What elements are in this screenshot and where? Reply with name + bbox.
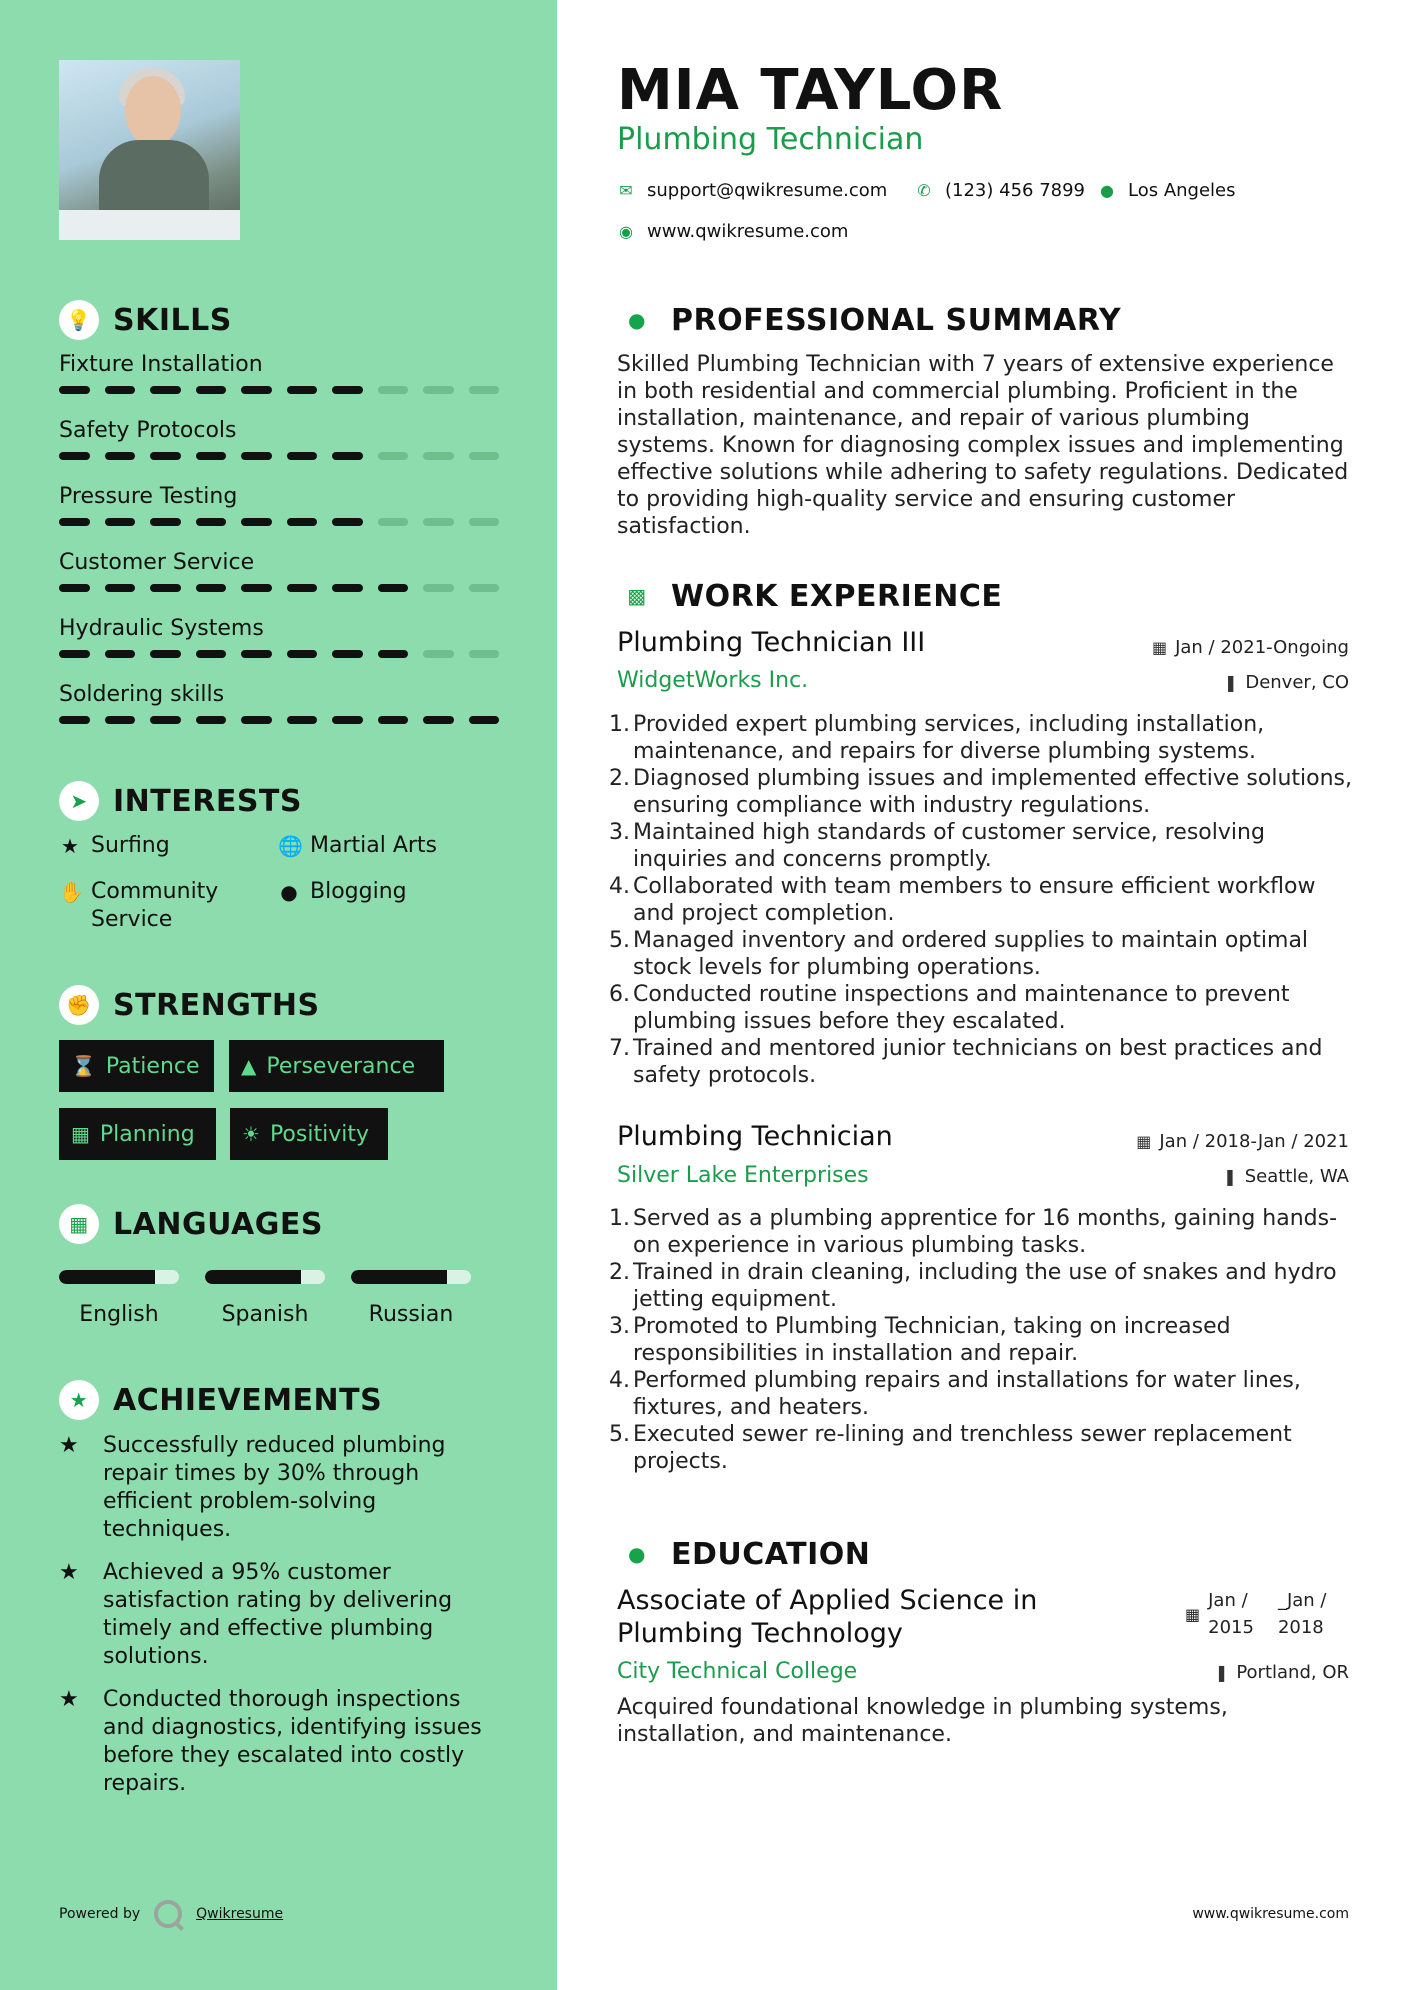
summary-text: Skilled Plumbing Technician with 7 years of extensive experience in both residential and commercial plumbing. Proficient in the installation, maintenance, and repair of various plumbing systems. Known for diagnosing complex issues and implementing effective solutions while adhering to safety regulations. Dedicated to providing high-quality service and ensuring customer satisfaction. <box>617 352 1349 539</box>
language-item: Spanish <box>205 1270 325 1327</box>
skill-item <box>59 616 499 658</box>
skill-dash <box>378 650 409 658</box>
duty-item: 2. Trained in drain cleaning, including the use of snakes and hydro jetting equipment. <box>609 1260 1337 1312</box>
skill-dash <box>332 452 363 460</box>
duty-item: 5. Managed inventory and ordered supplies to maintain optimal stock levels for plumbing operations. <box>609 928 1309 980</box>
website-link[interactable]: www.qwikresume.com <box>647 221 849 242</box>
language-item: English <box>59 1270 179 1327</box>
duty-item: 1. Served as a plumbing apprentice for 16 months, gaining hands-on experience in various plumbing tasks. <box>609 1206 1338 1258</box>
skill-dash <box>469 584 500 592</box>
users-icon: ● <box>280 880 298 904</box>
road-icon: ▲ <box>241 1054 257 1078</box>
skill-dash <box>469 716 500 724</box>
job-dates: ▦ Jan / 2018-Jan / 2021 <box>1136 1131 1349 1152</box>
language-level-bar <box>59 1270 179 1284</box>
skill-name: Soldering skills <box>59 682 225 707</box>
skill-dash <box>332 518 363 526</box>
shooting-star-icon: ★ <box>59 1433 79 1458</box>
skill-item <box>59 484 499 526</box>
job-duties <box>609 1205 1357 1475</box>
languages-heading: ▦ LANGUAGES <box>59 1204 323 1244</box>
candidate-title: Plumbing Technician <box>617 122 924 157</box>
job-location: ❚ Denver, CO <box>1223 672 1349 693</box>
paper-plane-icon: ➤ <box>59 781 99 821</box>
skill-dash <box>196 716 227 724</box>
skill-dash <box>423 584 454 592</box>
skill-dash <box>241 584 272 592</box>
duty-item: 3. Maintained high standards of customer service, resolving inquiries and concerns promptly. <box>609 820 1265 872</box>
lightbulb-icon: 💡 <box>59 300 99 340</box>
skill-level-bar <box>59 650 499 658</box>
skill-dash <box>469 452 500 460</box>
skill-dash <box>332 584 363 592</box>
interest-item: ✋ Community Service <box>59 879 219 932</box>
language-level-bar <box>351 1270 471 1284</box>
strength-chip: ☀ Positivity <box>230 1108 388 1160</box>
skill-item <box>59 418 499 460</box>
skill-dash <box>196 584 227 592</box>
skill-dash <box>196 386 227 394</box>
shooting-star-icon: ★ <box>59 1560 79 1585</box>
achievement-item: ★ Successfully reduced plumbing repair times by 30% through efficient problem-solving techniques. <box>59 1433 446 1542</box>
skill-dash <box>105 584 136 592</box>
candidate-name: MIA TAYLOR <box>617 58 1004 123</box>
skill-dash <box>150 584 181 592</box>
globe-icon: ◉ <box>619 222 633 241</box>
job-company: Silver Lake Enterprises <box>617 1163 869 1188</box>
qwikresume-logo-icon <box>154 1900 182 1928</box>
skill-dash <box>423 452 454 460</box>
skill-dash <box>287 650 318 658</box>
envelope-icon: ✉ <box>619 181 633 200</box>
user-icon: ● <box>617 300 657 340</box>
skill-dash <box>378 518 409 526</box>
skill-dash <box>150 386 181 394</box>
skill-dash <box>150 716 181 724</box>
skill-name: Hydraulic Systems <box>59 616 264 641</box>
skill-dash <box>150 518 181 526</box>
duty-item: 4. Collaborated with team members to ensure efficient workflow and project completion. <box>609 874 1316 926</box>
skill-dash <box>287 518 318 526</box>
skill-dash <box>378 452 409 460</box>
skill-item <box>59 550 499 592</box>
skill-dash <box>378 584 409 592</box>
pin-icon: ❚ <box>1223 1167 1237 1186</box>
skill-dash <box>469 386 500 394</box>
chair-icon: ▩ <box>617 576 657 616</box>
job-title: Plumbing Technician III <box>617 627 926 658</box>
qwikresume-link[interactable]: Qwikresume <box>196 1906 284 1922</box>
calendar-icon: ▦ <box>1136 1132 1152 1151</box>
sun-icon: ☀ <box>242 1122 260 1146</box>
skill-dash <box>105 386 136 394</box>
graduate-icon: ● <box>617 1534 657 1574</box>
contact-phone: ✆ (123) 456 7899 <box>915 180 1085 201</box>
skill-dash <box>423 716 454 724</box>
skill-dash <box>105 518 136 526</box>
skill-dash <box>423 650 454 658</box>
skill-item <box>59 682 499 724</box>
skill-level-bar <box>59 518 499 526</box>
handshake-icon: ✋ <box>59 880 84 904</box>
email-link[interactable]: support@qwikresume.com <box>647 180 888 201</box>
skill-level-bar <box>59 386 499 394</box>
calendar-icon: ▦ <box>1151 638 1168 657</box>
skill-dash <box>150 650 181 658</box>
skill-dash <box>196 650 227 658</box>
skill-dash <box>332 386 363 394</box>
skill-dash <box>241 386 272 394</box>
education-location: ❚ Portland, OR <box>1214 1662 1349 1683</box>
skill-dash <box>332 650 363 658</box>
skill-dash <box>59 716 90 724</box>
skill-dash <box>196 452 227 460</box>
achievement-item: ★ Achieved a 95% customer satisfaction rating by delivering timely and effective plumbing solutions. <box>59 1560 453 1669</box>
language-icon: ▦ <box>59 1204 99 1244</box>
skill-name: Fixture Installation <box>59 352 263 377</box>
skill-dash <box>105 650 136 658</box>
duty-item: 6. Conducted routine inspections and maintenance to prevent plumbing issues before they escalated. <box>609 982 1290 1034</box>
skill-dash <box>59 518 90 526</box>
skill-dash <box>287 716 318 724</box>
job-duties <box>609 711 1357 1089</box>
skill-dash <box>378 386 409 394</box>
contact-email <box>617 180 887 201</box>
interests-heading: ➤ INTERESTS <box>59 781 302 821</box>
skill-name: Pressure Testing <box>59 484 238 509</box>
strength-chip: ⌛ Patience <box>59 1040 214 1092</box>
star-icon: ★ <box>61 834 79 858</box>
globe-icon: 🌐 <box>278 834 303 858</box>
skill-name: Safety Protocols <box>59 418 237 443</box>
duty-item: 3. Promoted to Plumbing Technician, taking on increased responsibilities in installation and repair. <box>609 1314 1231 1366</box>
skill-dash <box>423 518 454 526</box>
duty-item: 5. Executed sewer re-lining and trenchless sewer replacement projects. <box>609 1422 1292 1474</box>
skill-name: Customer Service <box>59 550 255 575</box>
skill-dash <box>105 452 136 460</box>
achievement-item: ★ Conducted thorough inspections and diagnostics, identifying issues before they escalated into costly repairs. <box>59 1687 482 1796</box>
duty-item: 2. Diagnosed plumbing issues and implemented effective solutions, ensuring compliance with industry regulations. <box>609 766 1353 818</box>
profile-photo <box>59 60 240 240</box>
duty-item: 4. Performed plumbing repairs and installations for water lines, fixtures, and heaters. <box>609 1368 1301 1420</box>
contact-website <box>617 221 848 242</box>
interest-item: ★ Surfing <box>59 832 170 860</box>
skill-dash <box>332 716 363 724</box>
duty-item: 7. Trained and mentored junior technicians on best practices and safety protocols. <box>609 1036 1323 1088</box>
skill-dash <box>287 386 318 394</box>
skill-level-bar <box>59 452 499 460</box>
skill-dash <box>196 518 227 526</box>
skill-dash <box>287 584 318 592</box>
job-company: WidgetWorks Inc. <box>617 668 809 693</box>
skill-dash <box>241 452 272 460</box>
powered-by: Powered by Qwikresume <box>59 1900 283 1928</box>
skills-heading: 💡 SKILLS <box>59 300 232 340</box>
language-level-bar <box>205 1270 325 1284</box>
fist-icon: ✊ <box>59 985 99 1025</box>
job-location: ❚ Seattle, WA <box>1223 1166 1349 1187</box>
skill-dash <box>59 452 90 460</box>
achievements-heading: ★ ACHIEVEMENTS <box>59 1380 382 1420</box>
skill-dash <box>469 650 500 658</box>
hourglass-icon: ⌛ <box>71 1054 96 1078</box>
shooting-star-icon: ★ <box>59 1687 79 1712</box>
education-school: City Technical College <box>617 1659 858 1684</box>
education-heading: ● EDUCATION <box>617 1534 870 1574</box>
star-badge-icon: ★ <box>59 1380 99 1420</box>
job-dates: ▦ Jan / 2021-Ongoing <box>1151 637 1349 658</box>
skill-dash <box>105 716 136 724</box>
skill-level-bar <box>59 716 499 724</box>
strength-chip: ▦ Planning <box>59 1108 216 1160</box>
skill-dash <box>59 650 90 658</box>
calendar-icon: ▦ <box>1185 1605 1201 1624</box>
pin-icon: ❚ <box>1223 673 1238 692</box>
duty-item: 1. Provided expert plumbing services, including installation, maintenance, and repairs for diverse plumbing systems. <box>609 712 1265 764</box>
skill-dash <box>150 452 181 460</box>
skill-level-bar <box>59 584 499 592</box>
footer-website[interactable]: www.qwikresume.com <box>1192 1906 1349 1922</box>
language-item: Russian <box>351 1270 471 1327</box>
skill-dash <box>241 716 272 724</box>
sidebar <box>0 0 557 1990</box>
strengths-heading: ✊ STRENGTHS <box>59 985 320 1025</box>
summary-heading: ● PROFESSIONAL SUMMARY <box>617 300 1121 340</box>
skill-dash <box>423 386 454 394</box>
pin-icon: ❚ <box>1214 1663 1229 1682</box>
strength-chip: ▲ Perseverance <box>229 1040 444 1092</box>
skill-dash <box>287 452 318 460</box>
education-dates: ▦ Jan / 2015 _Jan / 2018 <box>1185 1587 1326 1641</box>
interest-item: ● Blogging <box>278 878 407 906</box>
education-description: Acquired foundational knowledge in plumbing systems, installation, and maintenance. <box>617 1695 1228 1747</box>
skill-dash <box>59 386 90 394</box>
interest-item: 🌐 Martial Arts <box>278 833 438 858</box>
skill-item <box>59 352 499 394</box>
education-degree: Associate of Applied Science in Plumbing Technology <box>617 1585 1038 1649</box>
phone-icon: ✆ <box>917 181 931 200</box>
map-pin-icon: ● <box>1100 181 1114 200</box>
skill-dash <box>378 716 409 724</box>
calendar-icon: ▦ <box>71 1122 90 1146</box>
skill-dash <box>241 650 272 658</box>
experience-heading: ▩ WORK EXPERIENCE <box>617 576 1002 616</box>
skill-dash <box>59 584 90 592</box>
contact-location: ● Los Angeles <box>1098 180 1236 201</box>
skill-dash <box>469 518 500 526</box>
job-title: Plumbing Technician <box>617 1121 893 1152</box>
skill-dash <box>241 518 272 526</box>
